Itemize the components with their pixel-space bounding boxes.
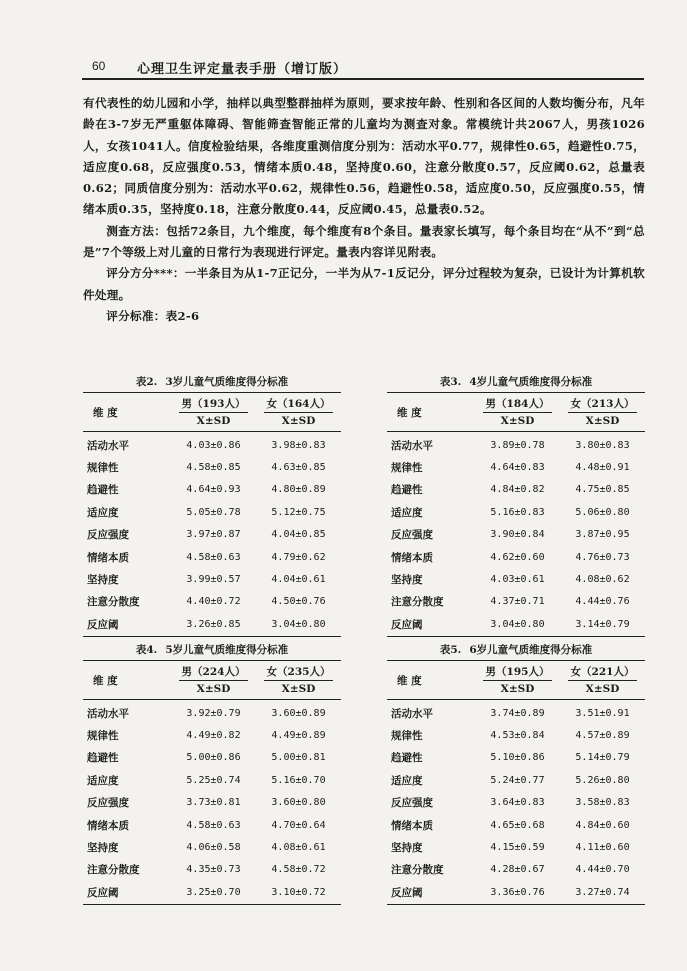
table-row: 适应度 5.16±0.83 5.06±0.80 (391, 506, 630, 519)
table-row: 规律性 4.53±0.84 4.57±0.89 (391, 730, 630, 743)
table-5 (387, 640, 645, 905)
male-header: 男（193人） X±SD (171, 393, 256, 432)
table-title: 5岁儿童气质维度得分标准 (165, 644, 289, 656)
table-row: 坚持度 3.99±0.57 4.04±0.61 (87, 574, 326, 587)
paragraph: 评分方分***：一半条目为从1-7正记分，一半为从7-1反记分，评分过程较为复杂，已设计为计算机软件处理。 (83, 266, 645, 302)
table-row: 适应度 5.25±0.74 5.16±0.70 (87, 774, 326, 787)
table-row: 活动水平 4.03±0.86 3.98±0.83 (87, 439, 326, 452)
table-title: 4岁儿童气质维度得分标准 (469, 376, 593, 388)
table-row: 活动水平 3.74±0.89 3.51±0.91 (391, 707, 630, 720)
table-row: 坚持度 4.03±0.61 4.08±0.62 (391, 574, 630, 587)
male-header: 男（184人） X±SD (475, 393, 560, 432)
table-number: 表3. (439, 376, 462, 388)
table-row: 反应强度 3.73±0.81 3.60±0.80 (87, 797, 326, 810)
paragraph: 评分标准：表2-6 (106, 308, 200, 323)
table-3 (387, 372, 645, 637)
table-row: 适应度 5.24±0.77 5.26±0.80 (391, 774, 630, 787)
dimension-header: 维 度 (83, 393, 171, 432)
table-row: 规律性 4.64±0.83 4.48±0.91 (391, 462, 630, 475)
table-caption (83, 372, 341, 392)
book-title: 心理卫生评定量表手册（增订版） (137, 62, 348, 77)
table-row: 反应阈 3.36±0.76 3.27±0.74 (391, 886, 630, 899)
paragraph: 有代表性的幼儿园和小学，抽样以典型整群抽样为原则，要求按年龄、性别和各区间的人数均衡分布，凡年龄在3-7岁无严重躯体障碍、智能筛查智能正常的儿童均为测查对象。常模统计共2067人，男孩1026人，女孩1041人。信度检验结果，各维度重测信度分别为：活动水平0.77，规律性0.65，趋避性0.75，适应度0.68，反应强度0.53，情绪本质0.48，坚持度0.60，注意分散度0.57，反应阈0.62，总量表0.62；同质信度分别为：活动水平0.62，规律性0.56，趋避性0.58，适应度0.50，反应强度0.55，情绪本质0.35，坚持度0.18，注意分散度0.44，反应阈0.45，总量表0.52。 (83, 96, 645, 217)
table-row: 情绪本质 4.62±0.60 4.76±0.73 (391, 551, 630, 564)
table-row: 趋避性 4.64±0.93 4.80±0.89 (87, 484, 326, 497)
body-text (83, 93, 645, 327)
table-row: 趋避性 4.84±0.82 4.75±0.85 (391, 484, 630, 497)
dimension-header: 维 度 (387, 393, 475, 432)
table-caption (83, 640, 341, 660)
table-row: 趋避性 5.00±0.86 5.00±0.81 (87, 752, 326, 765)
table-number: 表4. (135, 644, 158, 656)
table-row: 反应阈 3.26±0.85 3.04±0.80 (87, 618, 326, 631)
female-header: 女（221人） X±SD (560, 661, 645, 700)
female-header: 女（213人） X±SD (560, 393, 645, 432)
male-header: 男（195人） X±SD (475, 661, 560, 700)
table-row: 注意分散度 4.28±0.67 4.44±0.70 (391, 864, 630, 877)
dimension-header: 维 度 (387, 661, 475, 700)
running-header (82, 56, 644, 80)
table-number: 表2. (135, 376, 158, 388)
table-row: 规律性 4.58±0.85 4.63±0.85 (87, 462, 326, 475)
table-row: 情绪本质 4.65±0.68 4.84±0.60 (391, 819, 630, 832)
table-4 (83, 640, 341, 905)
table-row: 注意分散度 4.40±0.72 4.50±0.76 (87, 596, 326, 609)
table-row: 情绪本质 4.58±0.63 4.79±0.62 (87, 551, 326, 564)
table-row: 活动水平 3.89±0.78 3.80±0.83 (391, 439, 630, 452)
table-row: 反应强度 3.90±0.84 3.87±0.95 (391, 529, 630, 542)
male-header: 男（224人） X±SD (171, 661, 256, 700)
table-row: 反应阈 3.25±0.70 3.10±0.72 (87, 886, 326, 899)
female-header: 女（164人） X±SD (256, 393, 341, 432)
table-row: 注意分散度 4.37±0.71 4.44±0.76 (391, 596, 630, 609)
score-table (387, 392, 645, 637)
score-table (83, 660, 341, 905)
table-row: 反应强度 3.97±0.87 4.04±0.85 (87, 529, 326, 542)
table-row: 注意分散度 4.35±0.73 4.58±0.72 (87, 864, 326, 877)
table-row: 坚持度 4.06±0.58 4.08±0.61 (87, 842, 326, 855)
table-row: 反应强度 3.64±0.83 3.58±0.83 (391, 797, 630, 810)
table-row: 适应度 5.05±0.78 5.12±0.75 (87, 506, 326, 519)
female-header: 女（235人） X±SD (256, 661, 341, 700)
table-row: 规律性 4.49±0.82 4.49±0.89 (87, 730, 326, 743)
page-number: 60 (92, 59, 106, 73)
score-table (387, 660, 645, 905)
table-row: 趋避性 5.10±0.86 5.14±0.79 (391, 752, 630, 765)
table-row: 坚持度 4.15±0.59 4.11±0.60 (391, 842, 630, 855)
table-row: 情绪本质 4.58±0.63 4.70±0.64 (87, 819, 326, 832)
table-title: 6岁儿童气质维度得分标准 (469, 644, 593, 656)
table-number: 表5. (439, 644, 462, 656)
score-table (83, 392, 341, 637)
table-title: 3岁儿童气质维度得分标准 (165, 376, 289, 388)
table-row: 活动水平 3.92±0.79 3.60±0.89 (87, 707, 326, 720)
dimension-header: 维 度 (83, 661, 171, 700)
paragraph: 测查方法：包括72条目，九个维度，每个维度有8个条目。量表家长填写，每个条目均在“从不”到“总是”7个等级上对儿童的日常行为表现进行评定。量表内容详见附表。 (83, 223, 645, 260)
table-row: 反应阈 3.04±0.80 3.14±0.79 (391, 618, 630, 631)
table-caption (387, 640, 645, 660)
table-caption (387, 372, 645, 392)
table-2 (83, 372, 341, 637)
